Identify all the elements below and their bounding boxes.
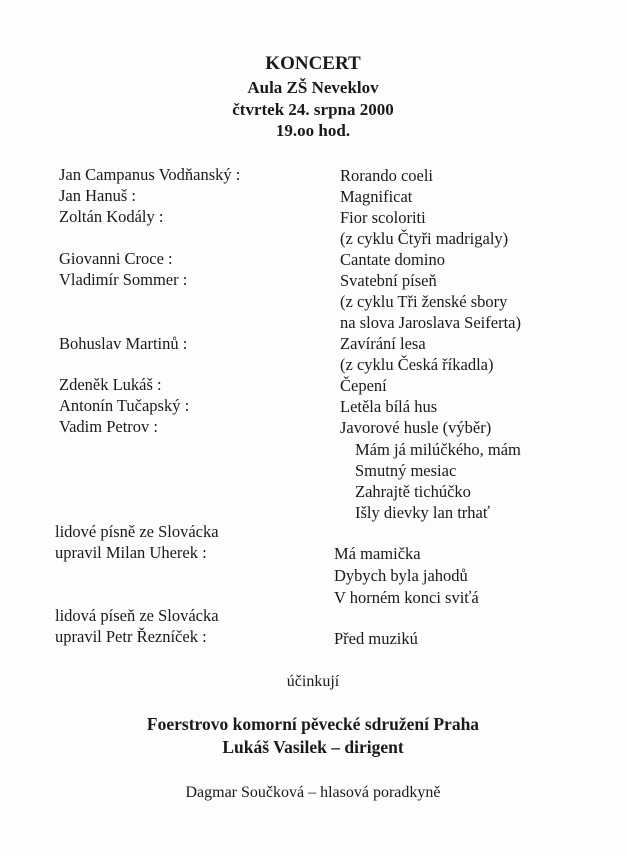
composer-name: Zoltán Kodály : [59,207,164,226]
performing-label: účinkují [286,673,340,690]
work-title: Čepení [340,376,387,395]
concert-date: čtvrtek 24. srpna 2000 [232,100,394,119]
work-title: Letěla bílá hus [340,397,438,416]
composer-name: upravil Petr Řezníček : [55,627,207,646]
conductor-name: Lukáš Vasilek – dirigent [222,737,404,757]
work-song: Před muzikú [334,629,418,648]
work-song: Smutný mesiac [355,461,457,480]
composer-name: lidová píseň ze Slovácka [55,606,219,625]
work-song: Dybych byla jahodů [334,566,468,585]
composer-name: Antonín Tučapský : [59,396,190,415]
composer-name: Vadim Petrov : [59,417,158,436]
work-song: Zahrajtě tichúčko [355,482,471,501]
composer-name: Bohuslav Martinů : [59,334,188,353]
composer-name: Vladimír Sommer : [59,270,188,289]
work-title: Svatební píseň [340,271,437,290]
work-song: V horném konci sviťá [334,588,479,607]
work-title: Cantate domino [340,250,445,269]
choir-name: Foerstrovo komorní pěvecké sdružení Praha [146,714,480,734]
work-subtitle: na slova Jaroslava Seiferta) [340,313,521,332]
concert-venue: Aula ZŠ Neveklov [247,78,379,97]
composer-name: Giovanni Croce : [59,249,173,268]
composer-name: Zdeněk Lukáš : [59,375,162,394]
work-song: Má mamička [334,544,421,563]
work-title: Magnificat [340,187,413,206]
work-title: Fior scoloriti [340,208,426,227]
work-song: Išly dievky lan trhať [355,503,490,522]
concert-time: 19.oo hod. [275,121,351,140]
work-subtitle: (z cyklu Čtyři madrigaly) [340,229,509,248]
work-title: Javorové husle (výběr) [340,418,492,437]
composer-name: Jan Campanus Vodňanský : [59,165,241,184]
vocal-advisor: Dagmar Součková – hlasová poradkyně [185,784,441,801]
work-title: Zavírání lesa [340,334,426,353]
concert-title: KONCERT [265,53,361,74]
work-subtitle: (z cyklu Česká říkadla) [340,355,494,374]
work-title: Rorando coeli [340,166,434,185]
composer-name: Jan Hanuš : [59,186,136,205]
composer-name: upravil Milan Uherek : [55,543,207,562]
work-subtitle: (z cyklu Tři ženské sbory [340,292,508,311]
composer-name: lidové písně ze Slovácka [55,522,219,541]
work-song: Mám já milúčkého, mám [355,440,521,459]
